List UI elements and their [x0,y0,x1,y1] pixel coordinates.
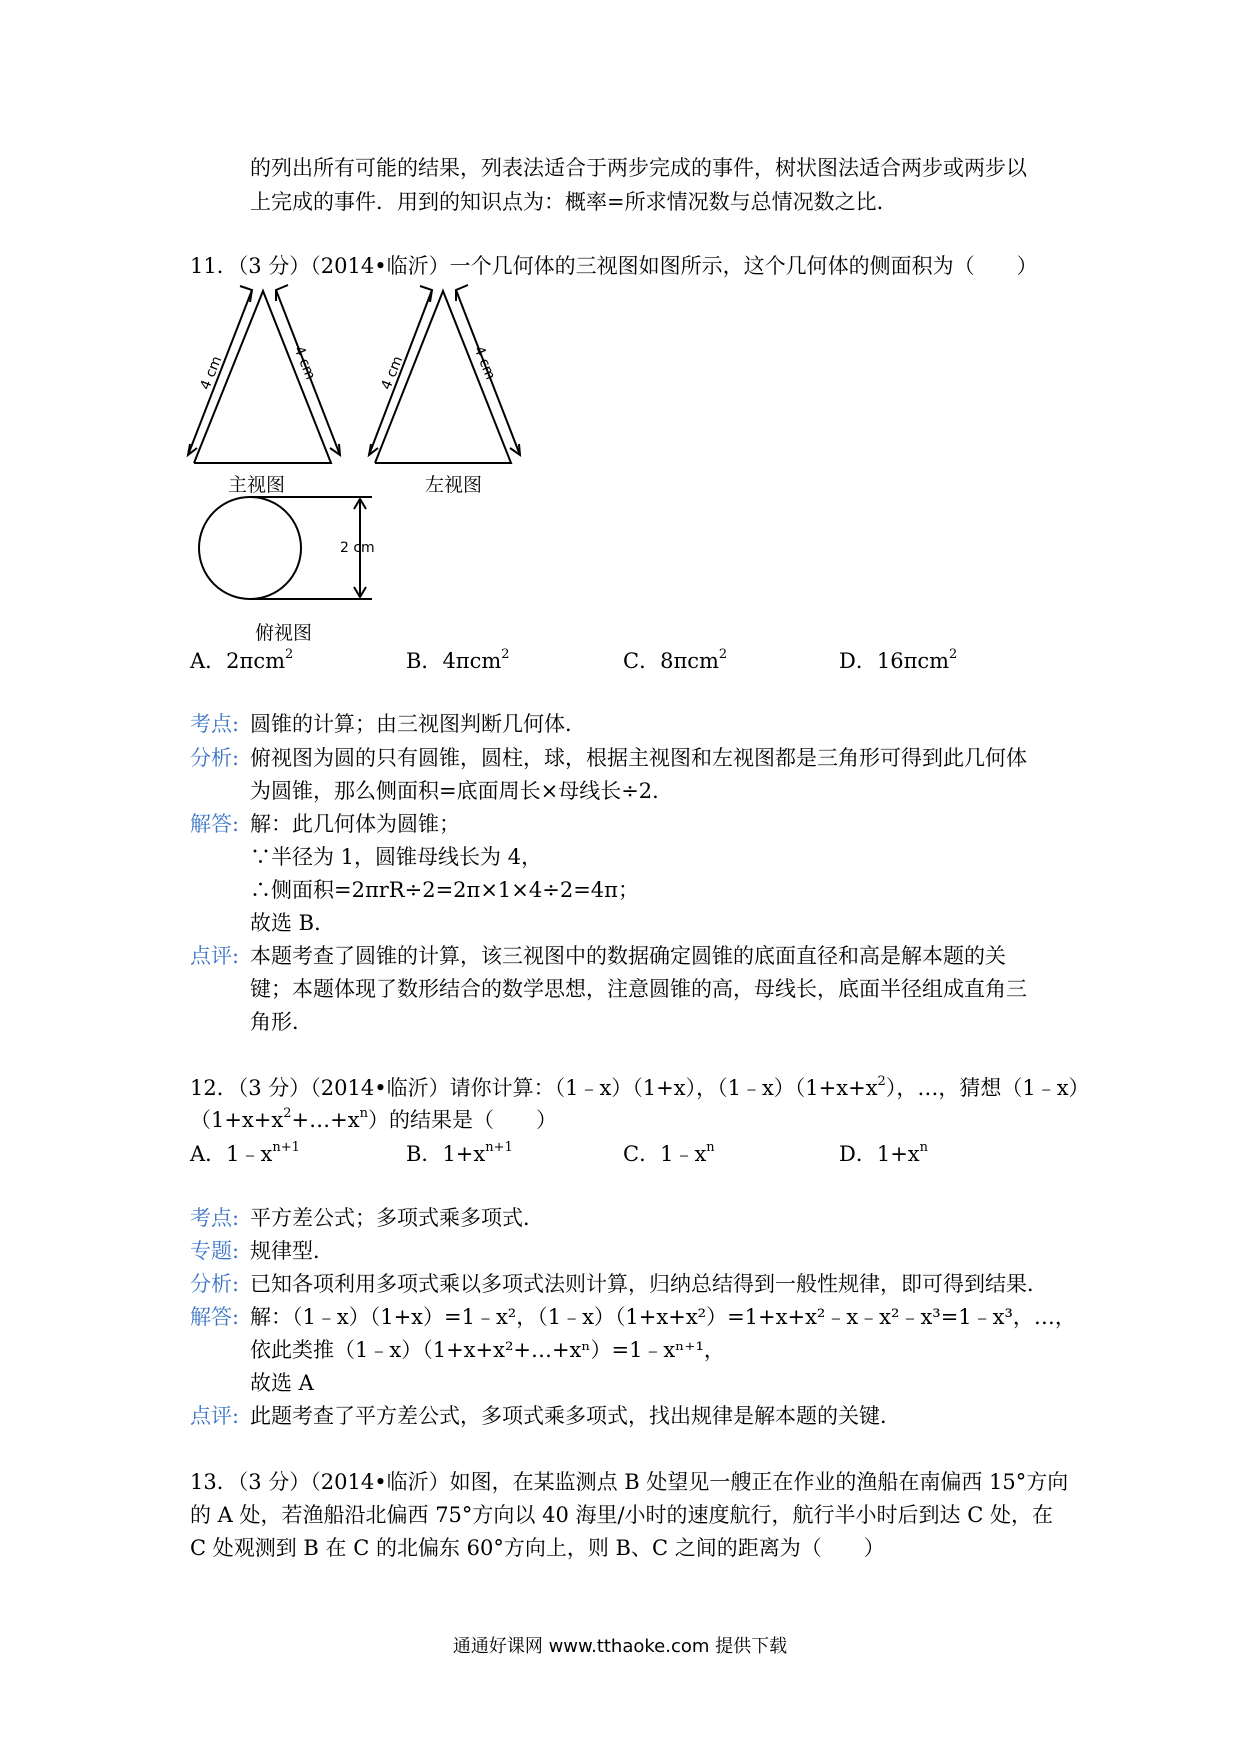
q12-option-b: B．$1+x^{n+1}$ [406,1140,513,1166]
front-slant-label-right: 4 cm [290,343,319,383]
front-slant-label-left: 4 cm [197,353,226,393]
q11-fenxi-label: 分析: [190,746,240,770]
page-footer: 通通好课网 www.tthaoke.com 提供下载 [452,1636,788,1657]
intro-line-1: 的列出所有可能的结果，列表法适合于两步完成的事件，树状图法适合两步或两步以 [250,156,1027,180]
q11-kaodian-label: 考点: [190,712,240,736]
q11-dianping-1: 本题考查了圆锥的计算，该三视图中的数据确定圆锥的底面直径和高是解本题的关 [250,944,1006,968]
q11-fenxi-1: 俯视图为圆的只有圆锥，圆柱，球，根据主视图和左视图都是三角形可得到此几何体 [250,746,1027,770]
q12-jieda-1: 解：（1﹣x）（1+x）=1﹣x²，（1﹣x）（1+x+x²）=1+x+x²﹣x﹣x²﹣x³=1﹣x³，…， [250,1305,1076,1329]
q11-option-b: B．4πcm$^2$ [406,647,510,673]
q12-kaodian: 平方差公式；多项式乘多项式． [250,1206,544,1230]
q12-zhuanti: 规律型． [250,1239,334,1263]
diameter-label: 2 cm [340,540,375,556]
q11-jieda-1: 解：此几何体为圆锥； [250,812,460,836]
q12-zhuanti-label: 专题: [190,1239,240,1263]
q11-stem: 11．（3 分）（2014•临沂）一个几何体的三视图如图所示，这个几何体的侧面积为（ ） [190,254,1038,278]
q12-fenxi-label: 分析: [190,1272,240,1296]
q11-option-c: C．8πcm$^2$ [623,647,728,673]
q13-line-1: 13．（3 分）（2014•临沂）如图，在某监测点 B 处望见一艘正在作业的渔船在南偏西 15°方向 [190,1470,1069,1494]
q11-dianping-3: 角形． [250,1010,313,1034]
front-view-label: 主视图 [228,474,286,496]
left-slant-label-left: 4 cm [378,353,407,393]
q11-jieda-label: 解答: [190,812,240,836]
q12-dianping: 此题考查了平方差公式，多项式乘多项式，找出规律是解本题的关键． [250,1404,901,1428]
q12-stem-2: $(1+x+x^2+\dots+x^n)$的结果是（ ） [190,1106,557,1132]
q12-option-d: D．$1+x^n$ [839,1140,929,1166]
q13-line-2: 的 A 处，若渔船沿北偏西 75°方向以 40 海里/小时的速度航行，航行半小时后到达 C 处，在 [190,1503,1053,1527]
q11-dianping-2: 键；本题体现了数形结合的数学思想，注意圆锥的高，母线长，底面半径组成直角三 [250,977,1027,1001]
q11-dianping-label: 点评: [190,944,240,968]
q11-fenxi-2: 为圆锥，那么侧面积=底面周长×母线长÷2． [250,779,674,803]
top-view-circle [199,497,301,599]
q12-jieda-label: 解答: [190,1305,240,1329]
left-view-label: 左视图 [425,474,483,496]
q11-option-a: A．2πcm$^2$ [190,647,294,673]
q11-jieda-3: ∴侧面积=2πrR÷2=2π×1×4÷2=4π； [250,878,639,902]
q12-dianping-label: 点评: [190,1404,240,1428]
q11-option-d: D．16πcm$^2$ [839,647,958,673]
q12-option-a: A．$1﹣x^{n+1}$ [190,1140,300,1166]
intro-line-2: 上完成的事件．用到的知识点为：概率=所求情况数与总情况数之比． [250,190,898,214]
q12-jieda-2: 依此类推（1﹣x）（1+x+x²+…+xⁿ）=1﹣xⁿ⁺¹， [250,1338,725,1362]
q12-option-c: C．$1﹣x^n$ [623,1140,715,1166]
q11-jieda-2: ∵半径为 1，圆锥母线长为 4， [250,845,543,869]
q12-stem-1: 12．（3 分）（2014•临沂）请你计算：（1﹣x）（1+x），$(1﹣x)(1+x+x^2)$，…，猜想（1﹣x） [190,1074,1090,1100]
top-view-label: 俯视图 [255,622,313,644]
q11-kaodian: 圆锥的计算；由三视图判断几何体． [250,712,586,736]
q12-jieda-3: 故选 A [250,1371,314,1395]
q13-line-3: C 处观测到 B 在 C 的北偏东 60°方向上，则 B、C 之间的距离为（ ） [190,1536,885,1560]
q11-three-view-figure [180,280,560,650]
q12-kaodian-label: 考点: [190,1206,240,1230]
q12-fenxi: 已知各项利用多项式乘以多项式法则计算，归纳总结得到一般性规律，即可得到结果． [250,1272,1048,1296]
left-slant-label-right: 4 cm [470,343,499,383]
q11-jieda-4: 故选 B． [250,911,336,935]
